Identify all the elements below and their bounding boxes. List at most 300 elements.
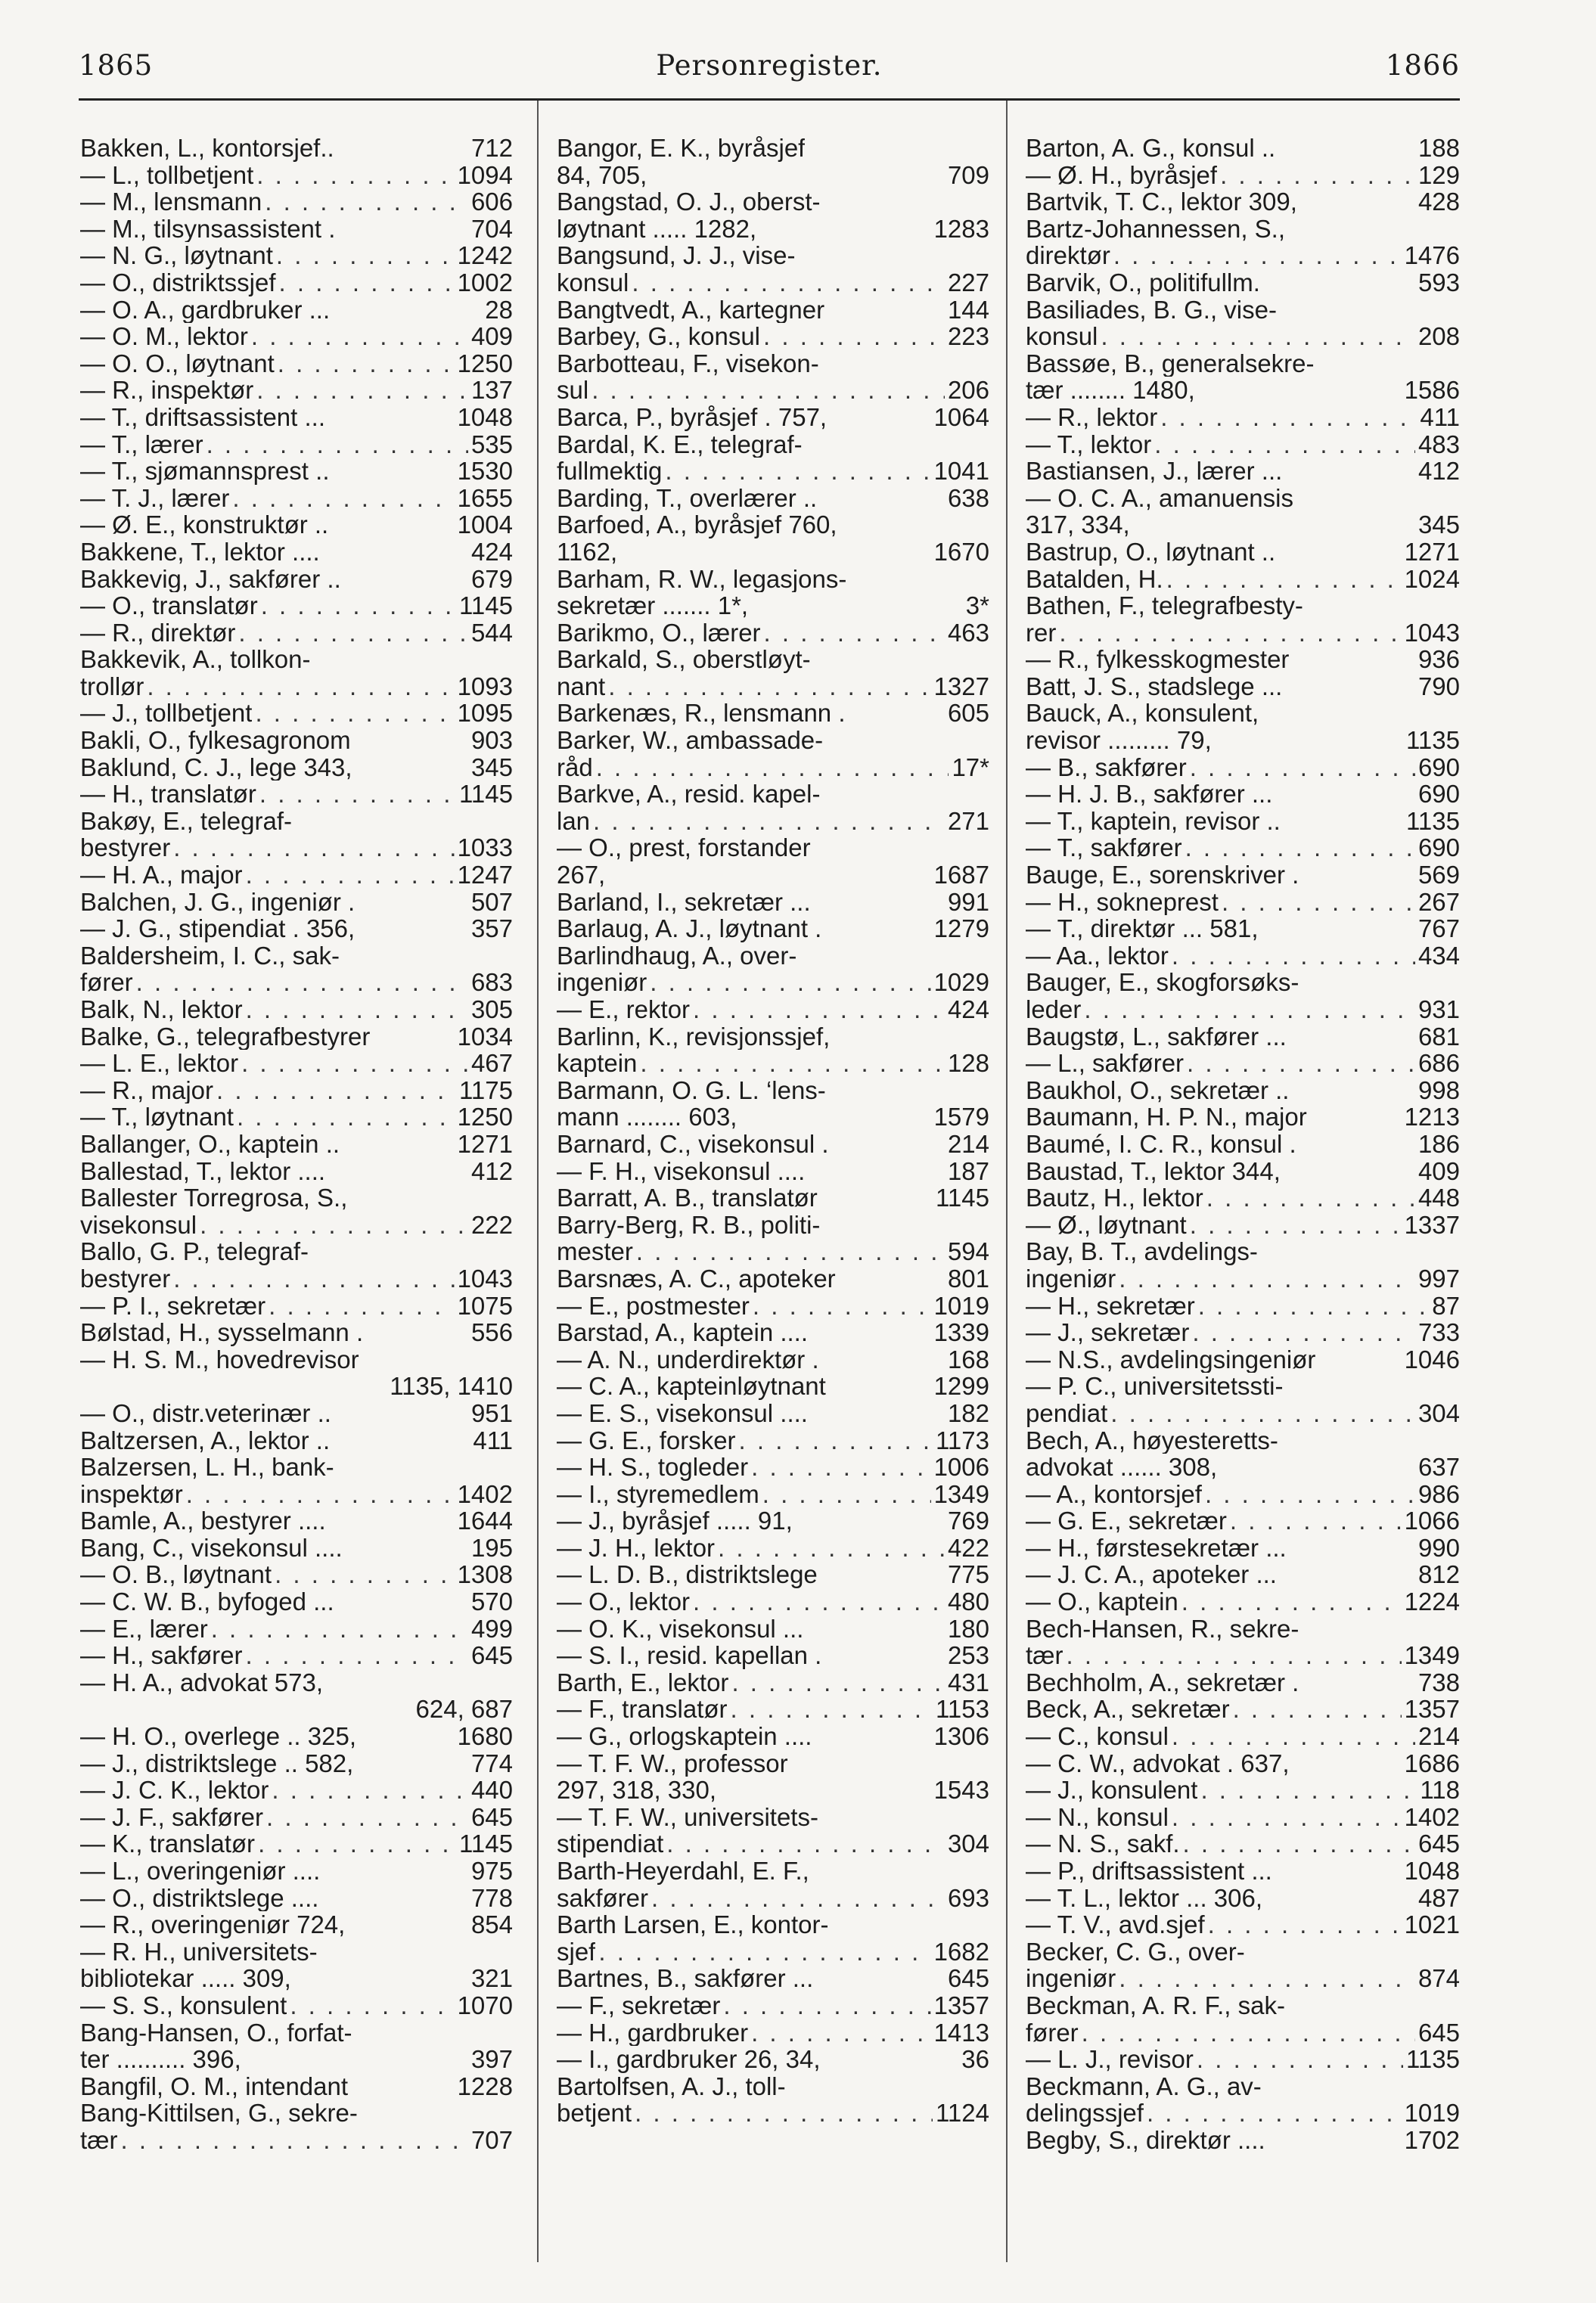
index-entry [80, 1481, 513, 1508]
entry-text: ingeniør [1026, 1265, 1116, 1293]
entry-text: — O., distriktssjef [80, 268, 276, 296]
entry-text: — C., konsul [1026, 1723, 1169, 1750]
entry-text: nant [557, 672, 606, 700]
entry-text: Ballo, G. P., telegraf- [80, 1238, 309, 1265]
page-reference: 975 [470, 1858, 513, 1885]
leader-dots [272, 1777, 468, 1804]
index-entry [557, 1750, 989, 1777]
entry-text: Baklund, C. J., lege 343, [80, 753, 352, 781]
page-reference: 397 [470, 2046, 513, 2073]
index-entry [1026, 1427, 1460, 1454]
index-column-1 [80, 135, 513, 2154]
entry-text: — N., konsul [1026, 1803, 1169, 1831]
index-entry [1026, 1616, 1460, 1643]
index-entry [1026, 188, 1460, 216]
entry-text: — L. J., revisor [1026, 2046, 1194, 2073]
page-reference: 1093 [457, 672, 513, 700]
index-entry [1026, 1669, 1460, 1696]
page-reference: 1094 [457, 161, 513, 189]
index-entry [557, 1938, 989, 1966]
index-entry [1026, 1265, 1460, 1293]
leader-dots [596, 754, 949, 781]
entry-text: fullmektig [557, 458, 663, 485]
index-entry [557, 135, 989, 162]
index-entry [1026, 592, 1460, 619]
entry-text: Barlindhaug, A., over- [557, 942, 797, 970]
entry-text: Bakøy, E., telegraf- [80, 807, 292, 835]
index-entry [557, 727, 989, 754]
page-reference: 186 [1417, 1130, 1460, 1158]
index-entry [1026, 135, 1460, 162]
entry-text: rer [1026, 619, 1057, 647]
page-reference: 440 [470, 1777, 513, 1804]
leader-dots [238, 619, 468, 647]
entry-text: Batt, J. S., stadslege ... [1026, 672, 1283, 700]
entry-text: — R., inspektør [80, 377, 254, 404]
page-reference: 1402 [457, 1480, 513, 1508]
index-entry [80, 673, 513, 700]
leader-dots [636, 1238, 945, 1265]
index-entry [1026, 539, 1460, 566]
page-reference: 774 [470, 1749, 513, 1777]
page-reference: 1686 [1404, 1749, 1460, 1777]
index-entry [557, 996, 989, 1023]
leader-dots [693, 1588, 945, 1616]
index-entry [80, 1184, 513, 1212]
entry-text: — M., tilsynsassistent . [80, 215, 336, 243]
index-entry [80, 1346, 513, 1373]
index-entry [1026, 1696, 1460, 1723]
index-entry [80, 1103, 513, 1131]
index-entry [80, 861, 513, 889]
entry-text: — T. F. W., professor [557, 1749, 788, 1777]
entry-text: — J. F., sakfører [80, 1803, 264, 1831]
index-entry [80, 996, 513, 1023]
page-reference: 1033 [457, 834, 513, 862]
entry-text: Bech-Hansen, R., sekre- [1026, 1615, 1299, 1643]
leader-dots [246, 996, 468, 1023]
leader-dots [173, 834, 454, 861]
index-entry [557, 539, 989, 566]
index-entry [1026, 1561, 1460, 1588]
entry-text: — H. O., overlege .. 325, [80, 1723, 356, 1750]
page-reference: 1327 [933, 672, 989, 700]
index-entry [80, 431, 513, 458]
page-reference: 1145 [936, 1184, 989, 1212]
page-reference: 1402 [1404, 1803, 1460, 1831]
index-entry [1026, 1400, 1460, 1427]
leader-dots [246, 1642, 468, 1669]
index-entry [1026, 1642, 1460, 1669]
entry-text: bestyrer [80, 1265, 171, 1293]
page-reference: 1124 [936, 2100, 989, 2127]
index-entry [557, 1158, 989, 1185]
entry-text: 1162, [557, 538, 618, 566]
entry-text: 84, 705, [557, 161, 647, 189]
index-entry [557, 781, 989, 808]
entry-text: — L. D. B., distriktslege [557, 1561, 818, 1589]
index-entry [1026, 1023, 1460, 1051]
leader-dots [640, 1050, 945, 1077]
entry-text: Becker, C. G., over- [1026, 1938, 1245, 1966]
entry-text: — T. L., lektor ... 306, [1026, 1884, 1263, 1912]
column-divider-1 [537, 101, 539, 2262]
index-column-2 [557, 135, 989, 2127]
index-entry [557, 2100, 989, 2127]
leader-dots [1172, 942, 1415, 970]
entry-text: Barkenæs, R., lensmann . [557, 700, 846, 728]
index-entry [1026, 242, 1460, 269]
index-entry [1026, 969, 1460, 996]
entry-text: Ballanger, O., kaptein .. [80, 1130, 340, 1158]
page-reference: 903 [470, 727, 513, 754]
index-entry [80, 1212, 513, 1239]
entry-text: — R., overingeniør 724, [80, 1911, 346, 1938]
page-reference: 535 [470, 430, 513, 458]
entry-text: — L., tollbetjent [80, 161, 254, 189]
leader-dots [764, 619, 945, 647]
entry-text: — J., konsulent [1026, 1777, 1198, 1804]
entry-text: sakfører [557, 1884, 649, 1912]
page-reference: 1135 [1406, 807, 1460, 835]
page-reference: 775 [947, 1561, 989, 1589]
page-reference: 1048 [1404, 1858, 1460, 1885]
page-reference: 1680 [457, 1723, 513, 1750]
page-reference: 1145 [459, 592, 513, 619]
entry-text: ingeniør [557, 969, 647, 996]
entry-text: Baumé, I. C. R., konsul . [1026, 1130, 1296, 1158]
leader-dots [1208, 1911, 1402, 1938]
entry-text: mann ........ 603, [557, 1103, 737, 1131]
index-entry [80, 377, 513, 404]
index-entry [80, 1427, 513, 1454]
index-entry [557, 431, 989, 458]
index-entry [557, 1992, 989, 2019]
leader-dots [1166, 566, 1402, 593]
index-entry [557, 834, 989, 861]
index-entry [80, 915, 513, 942]
page-reference: 951 [470, 1399, 513, 1427]
index-entry [1026, 1830, 1460, 1858]
entry-text: sjef [557, 1938, 596, 1966]
entry-text: — O., distriktslege .... [80, 1884, 319, 1912]
entry-text: — R., direktør [80, 619, 236, 647]
column-divider-2 [1006, 101, 1008, 2262]
entry-text: — O. M., lektor [80, 323, 248, 350]
entry-text: Bechholm, A., sekretær . [1026, 1668, 1299, 1696]
index-entry [1026, 1938, 1460, 1966]
index-entry [80, 1319, 513, 1346]
entry-text: — F. H., visekonsul .... [557, 1157, 806, 1185]
index-entry [557, 458, 989, 485]
leader-dots [186, 1481, 455, 1508]
entry-text: tær ........ 1480, [1026, 377, 1195, 404]
index-entry [80, 1454, 513, 1481]
leader-dots [237, 1103, 455, 1131]
entry-text: direktør [1026, 242, 1110, 269]
leader-dots [1101, 323, 1415, 350]
leader-dots [251, 323, 468, 350]
index-entry [1026, 700, 1460, 727]
entry-text: — R., fylkesskogmester [1026, 646, 1290, 673]
index-entry [80, 1750, 513, 1777]
page-reference: 570 [470, 1588, 513, 1616]
page-reference: 1029 [933, 969, 989, 996]
entry-text: — L., overingeniør .... [80, 1858, 321, 1885]
page-reference: 991 [947, 888, 989, 916]
entry-text: Beck, A., sekretær [1026, 1696, 1230, 1724]
index-entry [1026, 1212, 1460, 1239]
index-entry [1026, 431, 1460, 458]
entry-text: Bardal, K. E., telegraf- [557, 430, 803, 458]
page-reference: 1283 [933, 215, 989, 243]
entry-text: — F., sekretær [557, 1991, 721, 2019]
leader-dots [1154, 431, 1415, 458]
index-entry [557, 861, 989, 889]
page-reference: 1135, 1410 [390, 1373, 513, 1400]
page-reference: 1066 [1404, 1507, 1460, 1535]
page-reference: 480 [947, 1588, 989, 1616]
page-reference: 936 [1417, 646, 1460, 673]
page-reference: 1043 [457, 1265, 513, 1293]
entry-text: Barding, T., overlærer .. [557, 484, 818, 512]
entry-text: Bakkene, T., lektor .... [80, 538, 320, 566]
page-reference: 990 [1417, 1534, 1460, 1562]
entry-text: Bastiansen, J., lærer ... [1026, 458, 1283, 485]
entry-text: — J., byråsjef ..... 91, [557, 1507, 793, 1535]
page-reference: 624, 687 [415, 1696, 513, 1724]
index-entry [557, 350, 989, 377]
leader-dots [136, 969, 468, 996]
index-entry [1026, 511, 1460, 539]
index-entry [80, 269, 513, 296]
entry-text: — T. F. W., universitets- [557, 1803, 818, 1831]
entry-text: — T., kaptein, revisor .. [1026, 807, 1281, 835]
index-entry [80, 1858, 513, 1885]
leader-dots [1172, 1723, 1415, 1750]
index-entry [80, 1131, 513, 1158]
entry-text: — O., prest, forstander [557, 834, 811, 862]
entry-text: — J. C. K., lektor [80, 1777, 269, 1804]
entry-text: — H. S. M., hovedrevisor [80, 1345, 359, 1373]
index-entry [80, 969, 513, 996]
leader-dots [1197, 2046, 1403, 2073]
index-entry [80, 1642, 513, 1669]
entry-text: — Aa., lektor [1026, 942, 1169, 970]
leader-dots [718, 1535, 945, 1562]
entry-text: — T., lærer [80, 430, 203, 458]
entry-text: — H. S., togleder [557, 1454, 749, 1481]
page-reference: 1308 [457, 1561, 513, 1589]
leader-dots [1200, 1777, 1417, 1804]
entry-text: Bakkevig, J., sakfører .. [80, 565, 341, 593]
leader-dots [173, 1265, 454, 1293]
page-reference: 1644 [457, 1507, 513, 1535]
page-reference: 424 [470, 538, 513, 566]
entry-text: — O. K., visekonsul ... [557, 1615, 804, 1643]
leader-dots [259, 781, 456, 808]
entry-text: Bangstad, O. J., oberst- [557, 188, 821, 216]
index-entry [1026, 323, 1460, 350]
leader-dots [650, 969, 930, 996]
page-reference: 422 [947, 1534, 989, 1562]
entry-text: Balke, G., telegrafbestyrer [80, 1023, 371, 1051]
leader-dots [751, 2019, 930, 2047]
entry-text: — R., major [80, 1076, 214, 1104]
leader-dots [1192, 1319, 1415, 1346]
page-reference: 690 [1417, 753, 1460, 781]
leader-dots [1119, 1965, 1415, 1992]
page-reference: 357 [470, 915, 513, 942]
index-entry [557, 942, 989, 970]
page-reference: 1004 [457, 511, 513, 539]
index-entry [557, 511, 989, 539]
leader-dots [1222, 889, 1415, 916]
entry-text: — J., sekretær [1026, 1319, 1190, 1346]
index-entry [557, 1777, 989, 1804]
index-column-3 [1026, 135, 1460, 2154]
entry-text: — O. A., gardbruker ... [80, 296, 331, 324]
entry-text: Barth, E., lektor [557, 1668, 729, 1696]
page-reference: 778 [470, 1884, 513, 1912]
page-reference: 594 [947, 1238, 989, 1265]
index-entry [80, 1158, 513, 1185]
entry-text: Barratt, A. B., translatør [557, 1184, 818, 1212]
index-entry [80, 1238, 513, 1265]
index-entry [80, 1373, 513, 1400]
page-reference: 1682 [933, 1938, 989, 1966]
leader-dots [258, 1830, 456, 1858]
entry-text: — A., kontorsjef [1026, 1480, 1202, 1508]
index-entry [557, 2019, 989, 2047]
entry-text: Bangfil, O. M., intendant [80, 2072, 349, 2100]
page-reference: 679 [470, 565, 513, 593]
index-entry [80, 296, 513, 324]
entry-text: — H., sekretær [1026, 1292, 1195, 1320]
entry-text: — T. V., avd.sjef [1026, 1911, 1205, 1938]
entry-text: Barkve, A., resid. kapel- [557, 781, 821, 808]
entry-text: Bauge, E., sorenskriver . [1026, 861, 1299, 889]
index-entry [1026, 889, 1460, 916]
entry-text: Baugstø, L., sakfører ... [1026, 1023, 1287, 1051]
page-reference: 733 [1417, 1319, 1460, 1346]
entry-text: Bartvik, T. C., lektor 309, [1026, 188, 1297, 216]
index-entry [80, 2019, 513, 2047]
page-reference: 168 [947, 1345, 989, 1373]
leader-dots [598, 1938, 930, 1966]
index-entry [80, 754, 513, 781]
index-entry [80, 646, 513, 673]
index-entry [80, 135, 513, 162]
page-reference: 707 [470, 2126, 513, 2154]
entry-text: Baustad, T., lektor 344, [1026, 1157, 1281, 1185]
entry-text: Barth Larsen, E., kontor- [557, 1911, 829, 1938]
page-reference: 507 [470, 888, 513, 916]
page-reference: 638 [947, 484, 989, 512]
index-entry [557, 1669, 989, 1696]
index-entry [557, 754, 989, 781]
leader-dots [693, 996, 945, 1023]
index-entry [557, 2046, 989, 2073]
index-entry [80, 566, 513, 593]
leader-dots [1183, 1830, 1415, 1858]
index-entry [557, 404, 989, 431]
entry-text: Bauger, E., skogforsøks- [1026, 969, 1299, 996]
leader-dots [241, 1050, 468, 1077]
page-reference: 483 [1417, 430, 1460, 458]
entry-text: Bangsund, J. J., vise- [557, 242, 796, 269]
entry-text: — N. G., løytnant [80, 242, 273, 269]
index-entry [80, 1050, 513, 1077]
index-entry [557, 188, 989, 216]
entry-text: — S. S., konsulent [80, 1991, 287, 2019]
leader-dots [278, 350, 455, 377]
index-entry [80, 1293, 513, 1320]
index-entry [557, 323, 989, 350]
index-entry [1026, 1238, 1460, 1265]
page-reference: 195 [470, 1534, 513, 1562]
leader-dots [1198, 1293, 1430, 1320]
entry-text: — G. E., forsker [557, 1426, 736, 1454]
index-entry [557, 485, 989, 512]
entry-text: revisor ......... 79, [1026, 727, 1212, 754]
entry-text: trollør [80, 672, 144, 700]
index-entry [1026, 1911, 1460, 1938]
index-entry [557, 1642, 989, 1669]
page-reference: 790 [1417, 672, 1460, 700]
index-entry [1026, 485, 1460, 512]
entry-text: Ballester Torregrosa, S., [80, 1184, 348, 1212]
index-entry [1026, 1507, 1460, 1535]
index-entry [557, 1103, 989, 1131]
page-reference: 874 [1417, 1965, 1460, 1992]
entry-text: — H., førstesekretær ... [1026, 1534, 1287, 1562]
entry-text: Barker, W., ambassade- [557, 727, 824, 754]
entry-text: — C. W., advokat . 637, [1026, 1749, 1290, 1777]
page-reference: 214 [947, 1130, 989, 1158]
leader-dots [261, 592, 456, 619]
index-entry [80, 781, 513, 808]
entry-text: Barca, P., byråsjef . 757, [557, 403, 827, 431]
leader-dots [266, 1804, 468, 1831]
entry-text: pendiat [1026, 1399, 1108, 1427]
index-entry [80, 1777, 513, 1804]
entry-text: Barnard, C., visekonsul . [557, 1130, 829, 1158]
index-entry [80, 323, 513, 350]
index-entry [557, 269, 989, 296]
page-reference: 467 [470, 1050, 513, 1077]
page-reference: 1279 [933, 915, 989, 942]
right-page-number: 1866 [1385, 49, 1460, 82]
entry-text: Bartz-Johannessen, S., [1026, 215, 1286, 243]
entry-text: — H. A., major [80, 861, 243, 889]
page-reference: 1476 [1404, 242, 1460, 269]
entry-text: 317, 334, [1026, 511, 1130, 539]
index-entry [1026, 1103, 1460, 1131]
entry-text: — H. J. B., sakfører ... [1026, 781, 1273, 808]
index-entry [80, 2073, 513, 2100]
page-reference: 1041 [933, 458, 989, 485]
page-reference: 253 [947, 1642, 989, 1669]
leader-dots [608, 673, 930, 700]
index-entry [80, 511, 513, 539]
leader-dots [1233, 1696, 1402, 1723]
index-entry [1026, 1184, 1460, 1212]
index-entry [80, 188, 513, 216]
index-entry [1026, 1293, 1460, 1320]
leader-dots [1205, 1481, 1415, 1508]
index-entry [557, 1023, 989, 1051]
